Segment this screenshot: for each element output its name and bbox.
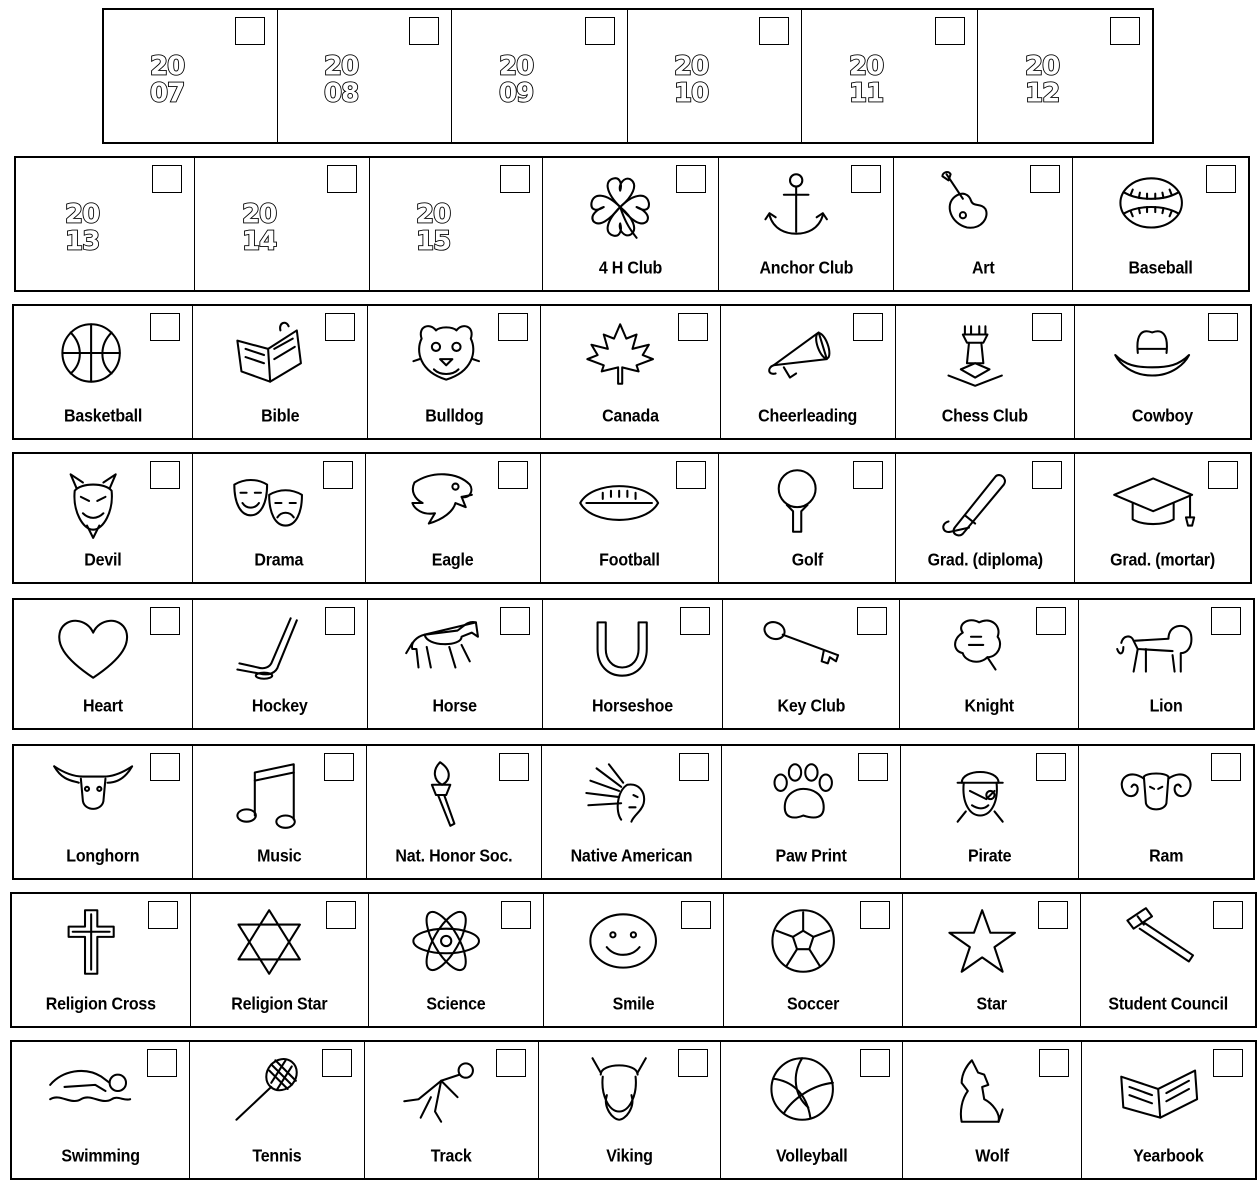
select-checkbox[interactable] — [1213, 1049, 1243, 1077]
year-digits — [322, 49, 382, 107]
emblem-option-star[interactable] — [903, 894, 1082, 1026]
lion-icon — [1115, 612, 1197, 684]
emblem-option-runner[interactable] — [365, 1042, 539, 1178]
emblem-option-mortarboard[interactable] — [1075, 454, 1250, 582]
emblem-label: Star — [976, 995, 1007, 1014]
emblem-label: Drama — [254, 551, 304, 570]
select-checkbox[interactable] — [498, 313, 528, 341]
emblem-label: Soccer — [786, 995, 840, 1014]
year-top-digits: 20 — [415, 199, 450, 230]
tennis-racket-icon — [226, 1054, 308, 1126]
year-bottom-digits: 13 — [64, 226, 100, 257]
key-icon — [761, 612, 843, 684]
emblem-label: Lion — [1149, 697, 1183, 716]
select-checkbox[interactable] — [1208, 313, 1238, 341]
year-bottom-digits: 09 — [499, 78, 534, 109]
emblem-label: Grad. (diploma) — [927, 551, 1043, 570]
year-top-digits: 20 — [499, 51, 534, 82]
emblem-option-eagle[interactable] — [366, 454, 541, 582]
headdress-icon — [581, 758, 663, 830]
year-option-2015[interactable] — [370, 158, 543, 290]
emblem-option-knight[interactable] — [900, 600, 1079, 728]
emblem-option-diploma[interactable] — [896, 454, 1075, 582]
year-digits — [63, 197, 123, 255]
emblem-row-5 — [12, 744, 1255, 880]
select-checkbox[interactable] — [500, 165, 530, 193]
mortarboard-icon — [1112, 466, 1194, 538]
select-checkbox[interactable] — [498, 461, 528, 489]
emblem-option-chess-rook[interactable] — [896, 306, 1075, 438]
star-of-david-icon — [229, 906, 311, 978]
select-checkbox[interactable] — [853, 313, 883, 341]
year-option-2011[interactable] — [802, 10, 978, 142]
emblem-option-football[interactable] — [541, 454, 720, 582]
emblem-option-pirate[interactable] — [901, 746, 1080, 878]
year-digits — [1023, 49, 1083, 107]
select-checkbox[interactable] — [323, 461, 353, 489]
emblem-label: Key Club — [777, 697, 846, 716]
clover-icon — [580, 170, 662, 242]
open-book-icon — [1118, 1054, 1200, 1126]
emblem-label: Yearbook — [1133, 1147, 1204, 1166]
emblem-label: Music — [257, 847, 302, 866]
emblem-row-6 — [10, 892, 1257, 1028]
emblem-label: Ram — [1149, 847, 1184, 866]
select-checkbox[interactable] — [680, 607, 710, 635]
select-checkbox[interactable] — [585, 17, 615, 45]
emblem-label: Native American — [570, 847, 693, 866]
year-bottom-digits: 15 — [415, 226, 450, 257]
select-checkbox[interactable] — [325, 313, 355, 341]
emblem-label: Canada — [602, 407, 659, 426]
select-checkbox[interactable] — [1038, 901, 1068, 929]
select-checkbox[interactable] — [853, 461, 883, 489]
emblem-label: Smile — [612, 995, 655, 1014]
year-top-digits: 20 — [1024, 51, 1060, 82]
select-checkbox[interactable] — [147, 1049, 177, 1077]
emblem-option-viking[interactable] — [539, 1042, 721, 1178]
select-checkbox[interactable] — [150, 753, 180, 781]
year-top-digits: 20 — [241, 199, 276, 230]
emblem-label: Heart — [82, 697, 123, 716]
year-digits — [847, 49, 907, 107]
year-top-digits: 20 — [64, 199, 100, 230]
year-option-2010[interactable] — [628, 10, 802, 142]
emblem-option-cross[interactable] — [12, 894, 191, 1026]
paw-icon — [760, 758, 842, 830]
select-checkbox[interactable] — [851, 165, 881, 193]
emblem-option-smiley[interactable] — [544, 894, 725, 1026]
year-bottom-digits: 14 — [241, 226, 276, 257]
emblem-label: Viking — [606, 1147, 653, 1166]
emblem-label: Horse — [432, 697, 477, 716]
cross-icon — [50, 906, 132, 978]
palette-icon — [932, 170, 1014, 242]
year-bottom-digits: 08 — [324, 78, 359, 109]
maple-leaf-icon — [580, 318, 662, 390]
emblem-label: Knight — [964, 697, 1014, 716]
select-checkbox[interactable] — [152, 165, 182, 193]
year-bottom-digits: 07 — [150, 78, 185, 109]
select-checkbox[interactable] — [1211, 607, 1241, 635]
select-checkbox[interactable] — [1030, 165, 1060, 193]
emblem-option-lion[interactable] — [1079, 600, 1253, 728]
emblem-option-ram[interactable] — [1079, 746, 1253, 878]
emblem-option-golf[interactable] — [719, 454, 896, 582]
emblem-option-hockey[interactable] — [193, 600, 368, 728]
year-bottom-digits: 12 — [1024, 78, 1060, 109]
emblem-label: Religion Cross — [45, 995, 156, 1014]
emblem-option-anchor[interactable] — [719, 158, 894, 290]
year-row — [102, 8, 1154, 144]
emblem-option-basketball[interactable] — [14, 306, 193, 438]
basketball-icon — [52, 318, 134, 390]
emblem-option-torch[interactable] — [367, 746, 542, 878]
emblem-label: Football — [599, 551, 660, 570]
emblem-option-atom[interactable] — [369, 894, 544, 1026]
emblem-option-headdress[interactable] — [542, 746, 723, 878]
football-icon — [579, 466, 661, 538]
swimmer-icon — [50, 1054, 132, 1126]
select-checkbox[interactable] — [496, 1049, 526, 1077]
emblem-label: Student Council — [1108, 995, 1229, 1014]
heart-icon — [52, 612, 134, 684]
emblem-option-cowboy-hat[interactable] — [1075, 306, 1250, 438]
emblem-label: Paw Print — [775, 847, 847, 866]
year-bottom-digits: 10 — [674, 78, 709, 109]
year-digits — [414, 197, 474, 255]
emblem-label: Horseshoe — [592, 697, 673, 716]
megaphone-icon — [757, 318, 839, 390]
emblem-option-key[interactable] — [723, 600, 900, 728]
emblem-option-bulldog[interactable] — [368, 306, 541, 438]
soccer-ball-icon — [762, 906, 844, 978]
emblem-option-paw[interactable] — [722, 746, 901, 878]
diploma-icon — [934, 466, 1016, 538]
ram-icon — [1115, 758, 1197, 830]
emblem-label: Basketball — [64, 407, 143, 426]
emblem-label: Cowboy — [1131, 407, 1193, 426]
emblem-label: Wolf — [975, 1147, 1009, 1166]
select-checkbox[interactable] — [409, 17, 439, 45]
emblem-label: Religion Star — [231, 995, 328, 1014]
emblem-option-open-book[interactable] — [1082, 1042, 1255, 1178]
select-checkbox[interactable] — [679, 753, 709, 781]
emblem-option-music-note[interactable] — [193, 746, 368, 878]
emblem-label: Nat. Honor Soc. — [395, 847, 513, 866]
eagle-icon — [402, 466, 484, 538]
emblem-option-megaphone[interactable] — [721, 306, 896, 438]
atom-icon — [405, 906, 487, 978]
select-checkbox[interactable] — [860, 901, 890, 929]
select-checkbox[interactable] — [858, 753, 888, 781]
select-checkbox[interactable] — [1208, 461, 1238, 489]
emblem-option-palette[interactable] — [894, 158, 1073, 290]
gavel-icon — [1117, 906, 1199, 978]
select-checkbox[interactable] — [1036, 607, 1066, 635]
emblem-option-baseball[interactable] — [1073, 158, 1248, 290]
emblem-option-soccer-ball[interactable] — [724, 894, 903, 1026]
select-checkbox[interactable] — [860, 1049, 890, 1077]
emblem-option-volleyball[interactable] — [721, 1042, 903, 1178]
chess-rook-icon — [934, 318, 1016, 390]
horse-icon — [404, 612, 486, 684]
select-checkbox[interactable] — [1039, 1049, 1069, 1077]
year-top-digits: 20 — [674, 51, 709, 82]
year-top-digits: 20 — [150, 51, 185, 82]
year-top-digits: 20 — [849, 51, 884, 82]
emblem-option-tennis-racket[interactable] — [190, 1042, 364, 1178]
emblem-row-3 — [12, 452, 1252, 584]
emblem-row-4 — [12, 598, 1255, 730]
select-checkbox[interactable] — [322, 1049, 352, 1077]
emblem-label: Tennis — [252, 1147, 302, 1166]
emblem-option-horse[interactable] — [368, 600, 543, 728]
emblem-label: Baseball — [1128, 259, 1193, 278]
emblem-label: Pirate — [968, 847, 1012, 866]
select-checkbox[interactable] — [759, 17, 789, 45]
emblem-option-horseshoe[interactable] — [543, 600, 724, 728]
select-checkbox[interactable] — [150, 461, 180, 489]
emblem-option-swimmer[interactable] — [12, 1042, 190, 1178]
emblem-label: Science — [426, 995, 486, 1014]
emblem-label: Grad. (mortar) — [1110, 551, 1215, 570]
devil-icon — [52, 466, 134, 538]
select-checkbox[interactable] — [1036, 753, 1066, 781]
golf-icon — [757, 466, 839, 538]
viking-icon — [579, 1054, 661, 1126]
select-checkbox[interactable] — [1213, 901, 1243, 929]
hockey-icon — [229, 612, 311, 684]
year-bottom-digits: 11 — [849, 78, 884, 109]
emblem-label: Bible — [261, 407, 300, 426]
year-option-2008[interactable] — [278, 10, 452, 142]
select-checkbox[interactable] — [678, 1049, 708, 1077]
emblem-option-devil[interactable] — [14, 454, 193, 582]
select-checkbox[interactable] — [326, 901, 356, 929]
emblem-label: Swimming — [61, 1147, 140, 1166]
emblem-label: Hockey — [251, 697, 308, 716]
emblem-label: Bulldog — [425, 407, 484, 426]
emblem-option-maple-leaf[interactable] — [541, 306, 720, 438]
select-checkbox[interactable] — [676, 165, 706, 193]
select-checkbox[interactable] — [676, 461, 706, 489]
horseshoe-icon — [582, 612, 664, 684]
knight-icon — [938, 612, 1020, 684]
select-checkbox[interactable] — [235, 17, 265, 45]
emblem-row-7 — [10, 1040, 1257, 1180]
emblem-option-wolf[interactable] — [903, 1042, 1081, 1178]
emblem-option-book[interactable] — [193, 306, 368, 438]
year-digits — [672, 49, 732, 107]
year-digits — [148, 49, 208, 107]
emblem-label: 4 H Club — [598, 259, 663, 278]
emblem-label: Art — [971, 259, 995, 278]
select-checkbox[interactable] — [499, 753, 529, 781]
year-option-2012[interactable] — [978, 10, 1152, 142]
select-checkbox[interactable] — [327, 165, 357, 193]
select-checkbox[interactable] — [1032, 313, 1062, 341]
year-option-2014[interactable] — [195, 158, 370, 290]
select-checkbox[interactable] — [150, 313, 180, 341]
year-option-2009[interactable] — [452, 10, 628, 142]
emblem-row-1 — [14, 156, 1250, 292]
year-digits — [240, 197, 300, 255]
emblem-option-clover[interactable] — [543, 158, 720, 290]
baseball-icon — [1110, 170, 1192, 242]
emblem-label: Anchor Club — [759, 259, 854, 278]
music-note-icon — [229, 758, 311, 830]
select-checkbox[interactable] — [325, 607, 355, 635]
year-option-2013[interactable] — [16, 158, 195, 290]
emblem-row-2 — [12, 304, 1252, 440]
select-checkbox[interactable] — [678, 313, 708, 341]
select-checkbox[interactable] — [681, 901, 711, 929]
year-option-2007[interactable] — [104, 10, 278, 142]
select-checkbox[interactable] — [150, 607, 180, 635]
select-checkbox[interactable] — [1110, 17, 1140, 45]
emblem-option-masks[interactable] — [193, 454, 366, 582]
emblem-label: Volleyball — [776, 1147, 848, 1166]
masks-icon — [228, 466, 310, 538]
select-checkbox[interactable] — [500, 607, 530, 635]
year-top-digits: 20 — [324, 51, 359, 82]
select-checkbox[interactable] — [935, 17, 965, 45]
select-checkbox[interactable] — [1032, 461, 1062, 489]
volleyball-icon — [761, 1054, 843, 1126]
emblem-option-heart[interactable] — [14, 600, 193, 728]
pirate-icon — [939, 758, 1021, 830]
select-checkbox[interactable] — [1206, 165, 1236, 193]
emblem-label: Golf — [791, 551, 823, 570]
emblem-label: Devil — [84, 551, 122, 570]
anchor-icon — [756, 170, 838, 242]
bulldog-icon — [404, 318, 486, 390]
emblem-label: Eagle — [431, 551, 474, 570]
longhorn-icon — [52, 758, 134, 830]
wolf-icon — [941, 1054, 1023, 1126]
emblem-label: Track — [430, 1147, 472, 1166]
book-icon — [229, 318, 311, 390]
select-checkbox[interactable] — [857, 607, 887, 635]
select-checkbox[interactable] — [148, 901, 178, 929]
emblem-label: Longhorn — [66, 847, 140, 866]
torch-icon — [403, 758, 485, 830]
emblem-label: Cheerleading — [758, 407, 858, 426]
cowboy-hat-icon — [1112, 318, 1194, 390]
select-checkbox[interactable] — [501, 901, 531, 929]
select-checkbox[interactable] — [324, 753, 354, 781]
runner-icon — [400, 1054, 482, 1126]
smiley-icon — [583, 906, 665, 978]
emblem-option-star-of-david[interactable] — [191, 894, 370, 1026]
year-digits — [497, 49, 557, 107]
emblem-label: Chess Club — [941, 407, 1028, 426]
star-icon — [941, 906, 1023, 978]
select-checkbox[interactable] — [1211, 753, 1241, 781]
emblem-option-longhorn[interactable] — [14, 746, 193, 878]
emblem-option-gavel[interactable] — [1081, 894, 1255, 1026]
